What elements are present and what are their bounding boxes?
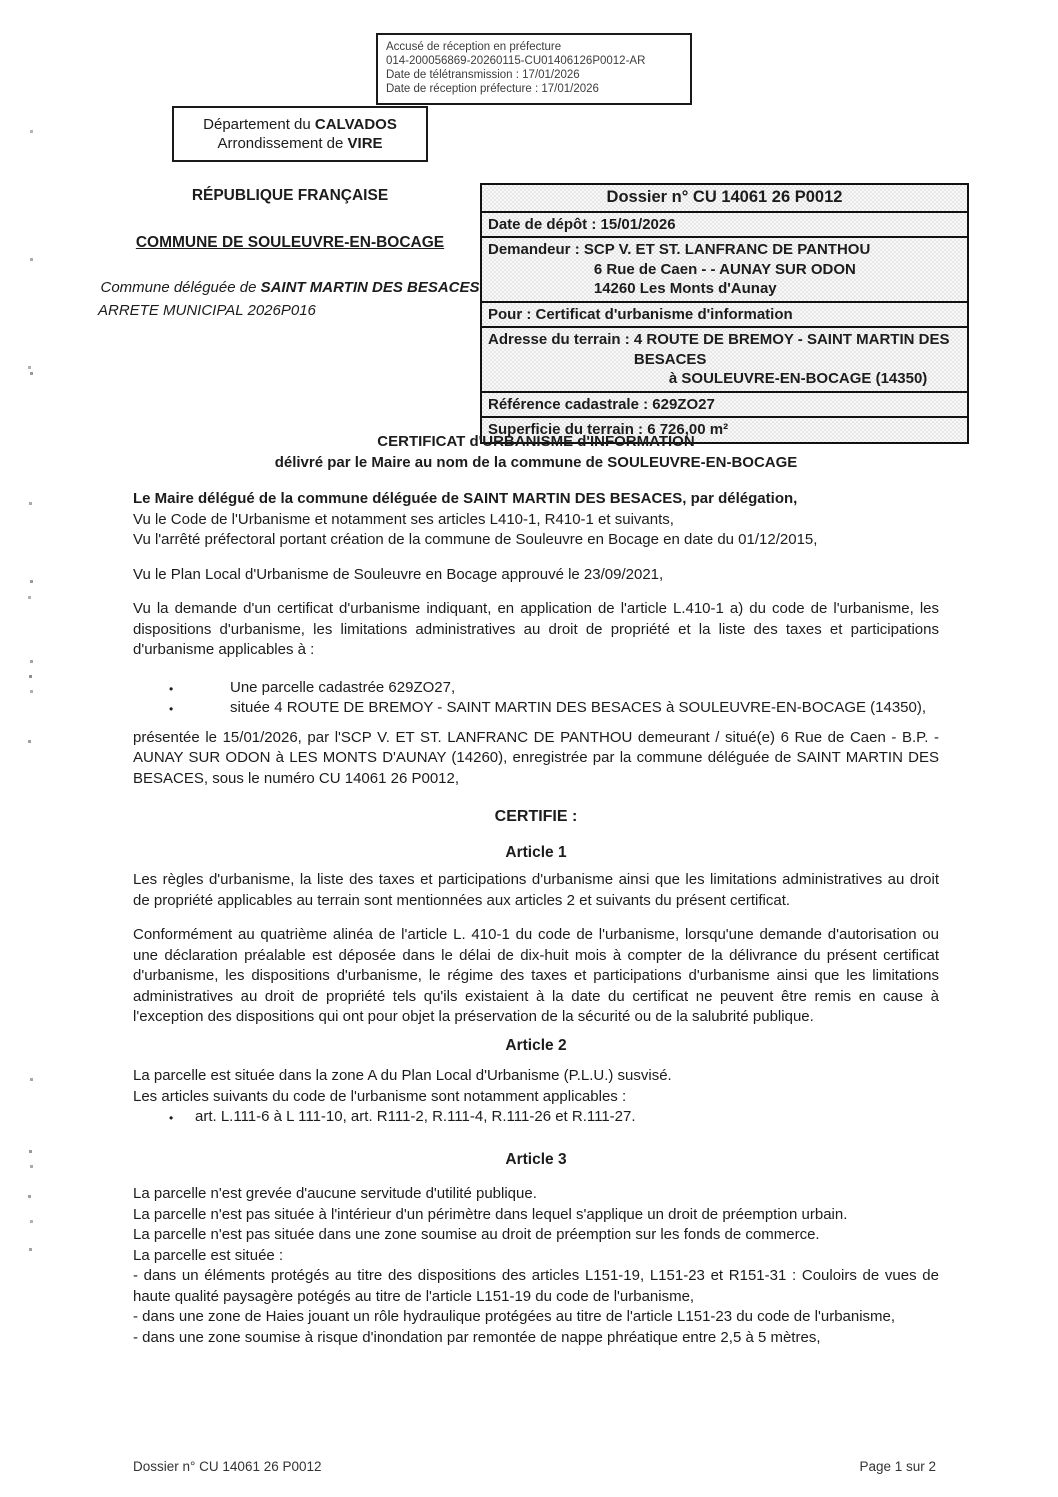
maire-paragraph [133,489,939,551]
delegated-commune-line: Commune déléguée de SAINT MARTIN DES BESACES [100,279,480,296]
left-header [98,186,482,321]
footer-page-number: Page 1 sur 2 [859,1459,936,1474]
article-3-line-2: La parcelle n'est pas située à l'intérieur d'un périmètre dans lequel s'applique un droit de préemption urbain. [133,1205,848,1223]
dossier-number-header: Dossier n° CU 14061 26 P0012 [606,188,843,206]
commune-title: COMMUNE DE SOULEUVRE-EN-BOCAGE [135,234,445,251]
demandeur-city-line: 14260 Les Monts d'Aunay [593,280,777,297]
reference-cadastrale-row: Référence cadastrale : 629ZO27 [482,391,967,417]
document-title [133,431,939,473]
stamp-line-4: Date de réception préfecture : 17/01/2026 [386,83,599,95]
certifie-heading: CERTIFIE : [494,808,578,825]
adresse-terrain-row: Adresse du terrain : 4 ROUTE DE BREMOY - SAINT MARTIN DES BESACES à SOULEUVRE-EN-BOCAGE (14350) [482,326,967,391]
date-depot-row: Date de dépôt : 15/01/2026 [482,211,967,237]
article-3-dash-3: - dans une zone soumise à risque d'inondation par remontée de nappe phréatique entre 2,5 à 5 mètres, [133,1328,821,1346]
arrondissement-line: Arrondissement de VIRE [217,135,383,152]
bullet-parcelle: • Une parcelle cadastrée 629ZO27, [133,678,939,699]
footer-dossier-number: Dossier n° CU 14061 26 P0012 [133,1459,322,1474]
department-box [172,106,428,162]
vu-plu-line: Vu le Plan Local d'Urbanisme de Souleuvre en Bocage approuvé le 23/09/2021, [133,565,664,583]
bullet-adresse: • située 4 ROUTE DE BREMOY - SAINT MARTIN DES BESACES à SOULEUVRE-EN-BOCAGE (14350), [133,698,939,719]
title-line-2: délivré par le Maire au nom de la commune de SOULEUVRE-EN-BOCAGE [274,454,798,471]
scan-noise-dots [30,130,33,133]
parcel-bullets [133,678,939,719]
article-2-line-1: La parcelle est située dans la zone A du Plan Local d'Urbanisme (P.L.U.) susvisé. [133,1067,672,1084]
document-body [133,431,939,1348]
article-1-heading: Article 1 [505,843,567,861]
vu-demande-paragraph: Vu la demande d'un certificat d'urbanisme indiquant, en application de l'article L.410-1 a) du code de l'urbanisme, les dispositions d'urbanisme, les limitations administratives au droit de propriété et la liste des taxes et participations d'urbanisme applicables à : [133,600,939,658]
bullet-icon: • [169,702,174,716]
arrete-municipal-line: ARRETE MUNICIPAL 2026P016 [98,302,316,319]
bullet-icon: • [169,681,174,696]
maire-line: Le Maire délégué de la commune déléguée de SAINT MARTIN DES BESACES, par délégation, [133,490,798,507]
article-1-paragraph-2: Conformément au quatrième alinéa de l'article L. 410-1 du code de l'urbanisme, lorsqu'une demande d'autorisation ou une déclaration préalable est déposée dans le délai de dix-huit mois à compter de la délivrance du présent certificat d'urbanisme, les dispositions d'urbanisme, le régime des taxes et participations d'urbanisme ainsi que les limitations administratives au droit de propriété tels qu'ils existaient à la date du certificat ne peuvent être remis en cause à l'exception des dispositions qui ont pour objet la préservation de la sécurité ou de la salubrité publique. [133,926,939,1025]
article-1-paragraph-1: Les règles d'urbanisme, la liste des taxes et participations d'urbanisme ainsi que les limitations administratives au droit de propriété applicables au terrain sont mentionnées aux articles 2 et suivants du présent certificat. [133,871,939,909]
demandeur-row: Demandeur : SCP V. ET ST. LANFRANC DE PANTHOU 6 Rue de Caen - - AUNAY SUR ODON 14260 Les Monts d'Aunay [482,236,967,301]
article-3-line-1: La parcelle n'est grevée d'aucune servitude d'utilité publique. [133,1185,537,1202]
dossier-table [480,183,969,444]
vu-arrete-prefectoral: Vu l'arrêté préfectoral portant création de la commune de Souleuvre en Bocage en date du 01/12/2015, [133,531,818,548]
department-line: Département du CALVADOS [203,116,397,133]
stamp-line-2: 014-200056869-20260115-CU01406126P0012-AR [386,55,646,67]
title-line-1: CERTIFICAT d'URBANISME d'INFORMATION [377,433,695,450]
vu-code-urbanisme: Vu le Code de l'Urbanisme et notamment ses articles L410-1, R410-1 et suivants, [133,510,674,528]
pour-row: Pour : Certificat d'urbanisme d'information [482,301,967,327]
article-2-line-2: Les articles suivants du code de l'urbanisme sont notamment applicables : [133,1087,627,1105]
presentee-paragraph: présentée le 15/01/2026, par l'SCP V. ET ST. LANFRANC DE PANTHOU demeurant / situé(e) 6 Rue de Caen - B.P. - AUNAY SUR ODON à LES MONTS D'AUNAY (14260), enregistrée par la commune déléguée de SAINT MARTIN DES BESACES, sous le numéro CU 14061 26 P0012, [133,728,939,787]
superficie-row: Superficie du terrain : 6 726,00 m² [482,416,967,442]
article-3-dash-1: - dans un éléments protégés au titre des dispositions des articles L151-19, L151-23 et R151-31 : Couloirs de vues de haute qualité paysagère potégés au titre de l'article L151-19 du code de l'urbanisme, [133,1267,939,1305]
article-2-bullet: • art. L.111-6 à L 111-10, art. R111-2, R.111-4, R.111-26 et R.111-27. [133,1107,939,1128]
stamp-line-3: Date de télétransmission : 17/01/2026 [386,69,580,81]
bullet-icon: • [169,1111,174,1125]
article-3-line-4: La parcelle est située : [133,1246,284,1264]
reception-stamp-box [376,33,692,105]
page-footer [133,1459,936,1474]
republic-title: RÉPUBLIQUE FRANÇAISE [191,187,389,204]
stamp-line-1: Accusé de réception en préfecture [386,41,562,53]
article-3-heading: Article 3 [505,1150,567,1168]
article-3-line-3: La parcelle n'est pas située dans une zone soumise au droit de préemption sur les fonds de commerce. [133,1226,820,1243]
article-3-dash-2: - dans une zone de Haies jouant un rôle hydraulique protégées au titre de l'article L151-23 du code de l'urbanisme, [133,1308,896,1325]
adresse-line-2: BESACES [633,350,707,368]
adresse-line-3: à SOULEUVRE-EN-BOCAGE (14350) [668,370,928,387]
demandeur-address-line: 6 Rue de Caen - - AUNAY SUR ODON [593,260,856,278]
article-2-heading: Article 2 [505,1036,567,1054]
